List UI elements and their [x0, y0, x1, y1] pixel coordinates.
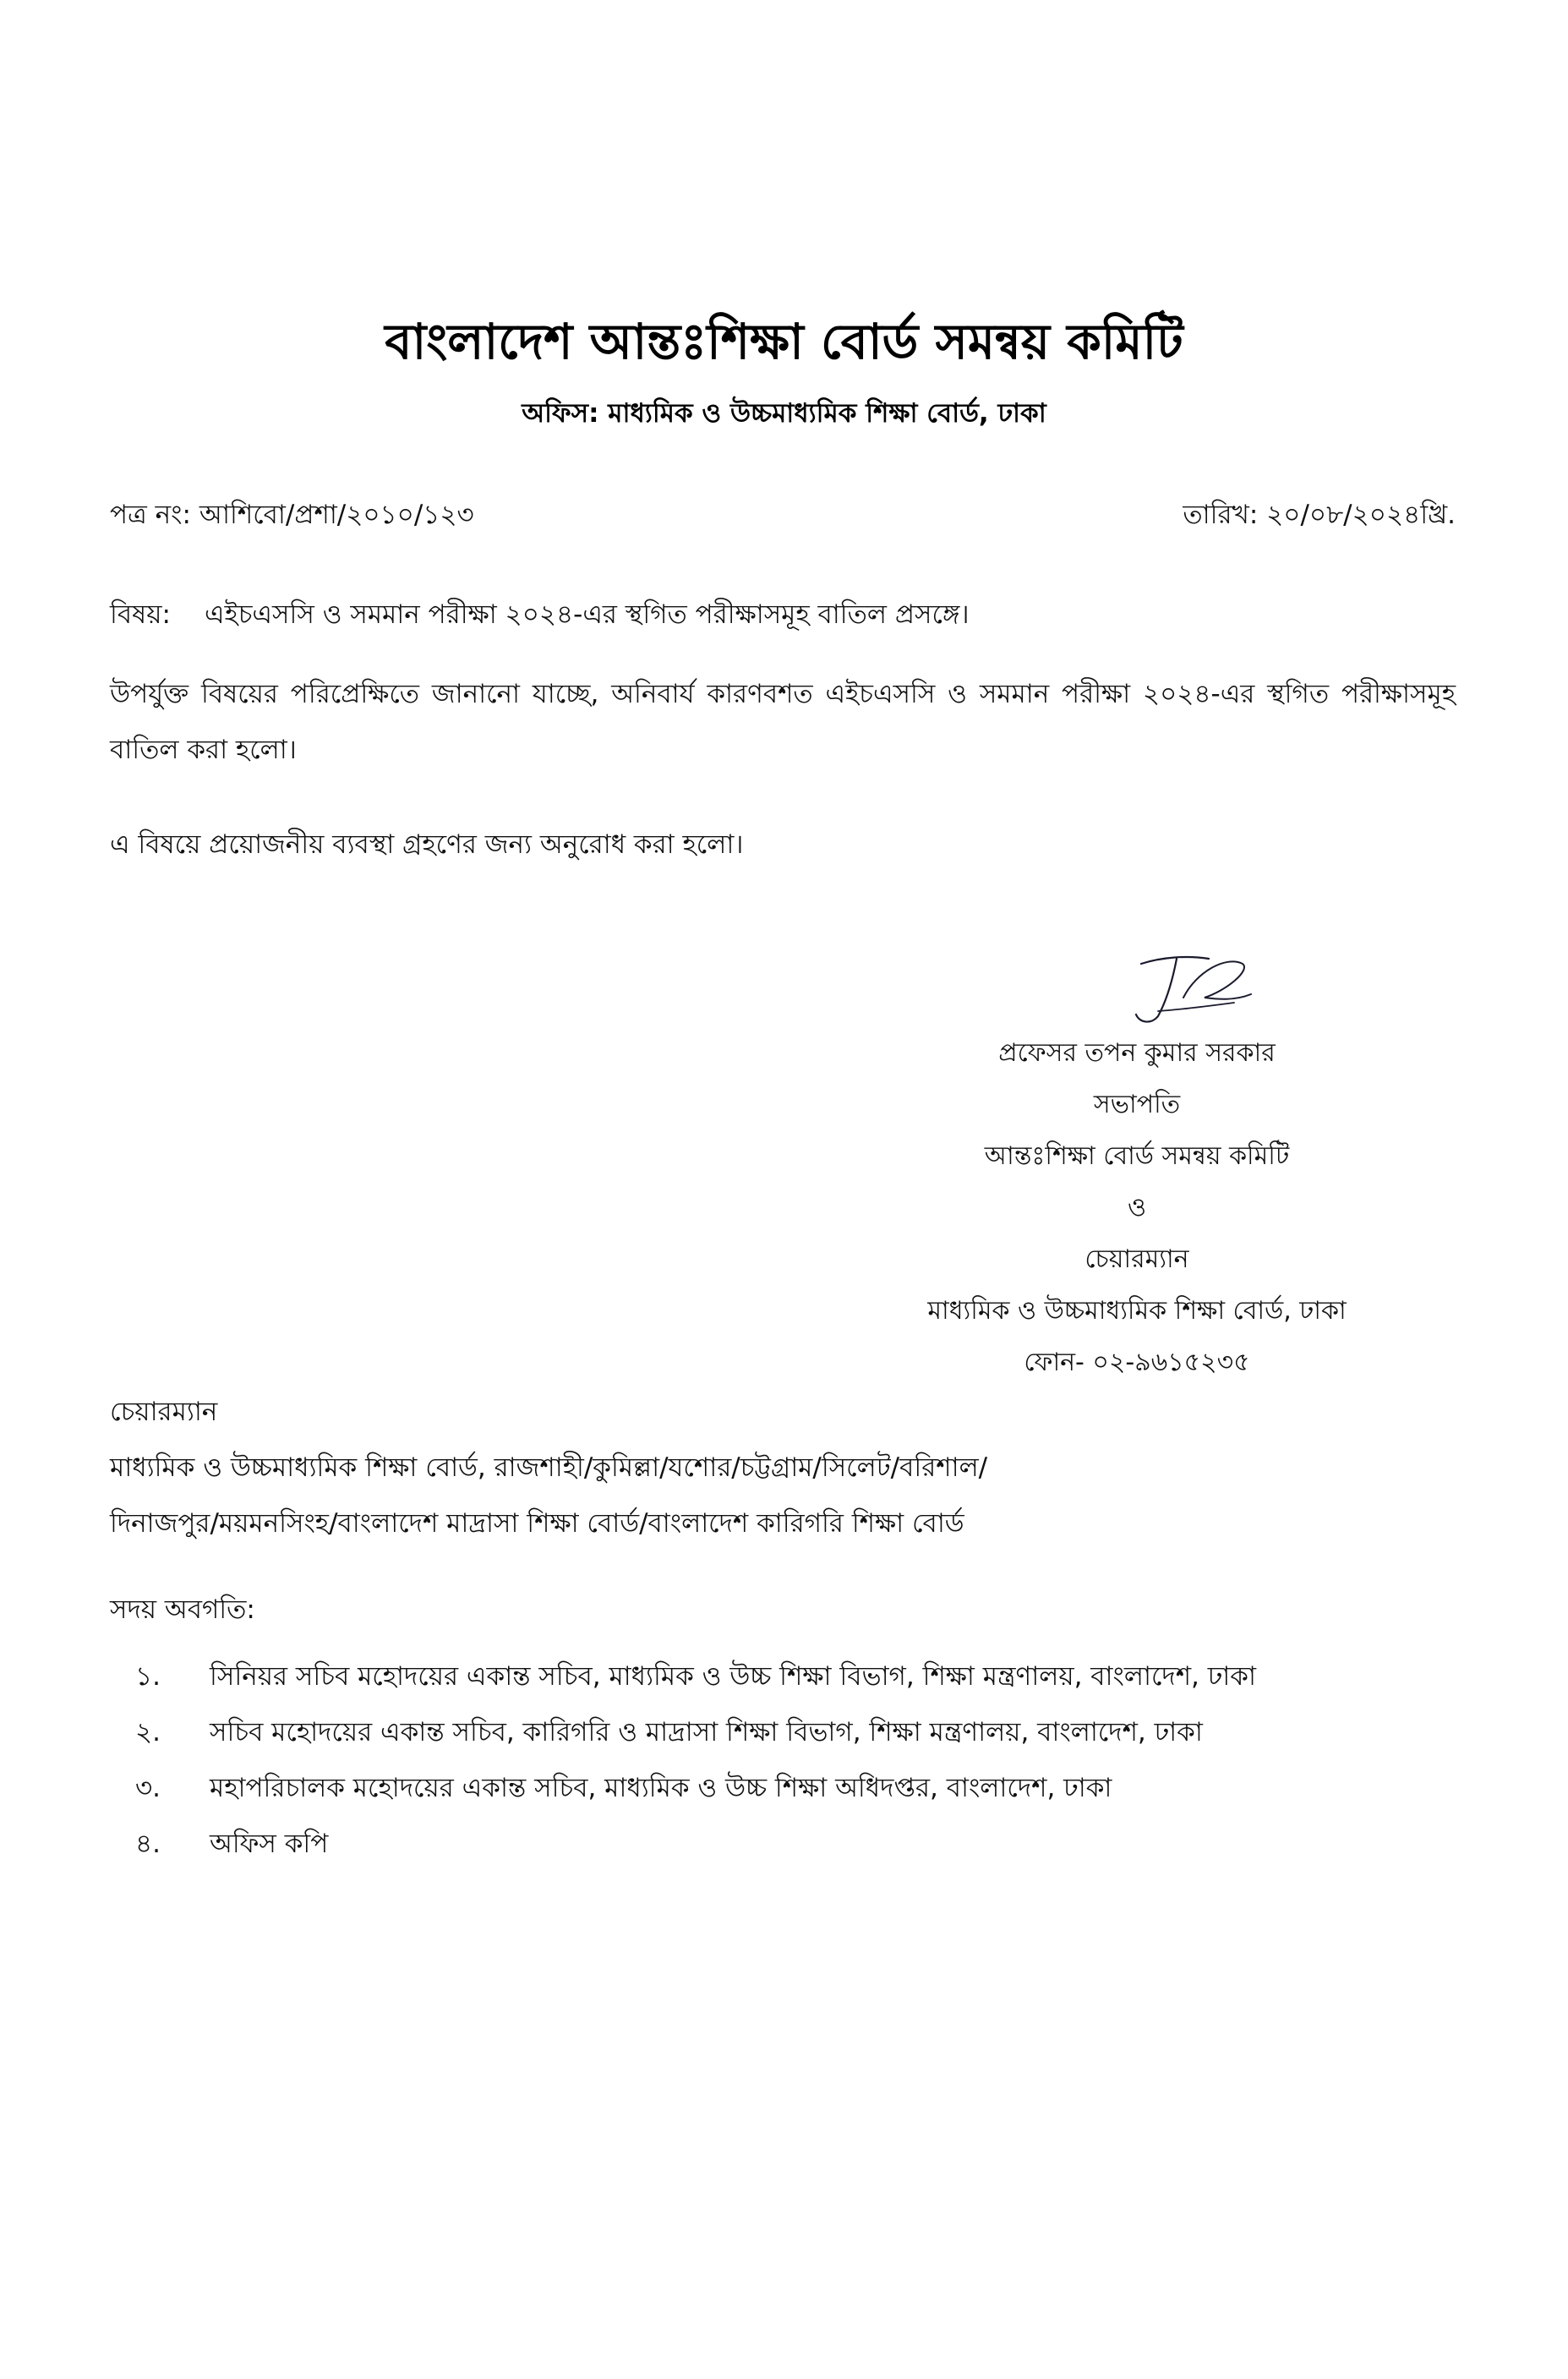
signatory-conjunction: ও [1127, 1193, 1147, 1222]
signatory-block [862, 1027, 1412, 1388]
body-paragraph-1: উপর্যুক্ত বিষয়ের পরিপ্রেক্ষিতে জানানো যাচ্ছে, অনিবার্য কারণবশত এইচএসসি ও সমমান পরীক্ষা ২০২৪-এর স্থগিত পরীক্ষাসমূহ বাতিল করা হলো। [110, 679, 1456, 765]
subject-line [110, 594, 970, 638]
body-paragraph-2: এ বিষয়ে প্রয়োজনীয় ব্যবস্থা গ্রহণের জন্য অনুরোধ করা হলো। [110, 829, 744, 860]
handwritten-signature [1124, 938, 1259, 1031]
list-item-text: মহাপরিচালক মহোদয়ের একান্ত সচিব, মাধ্যমিক ও উচ্চ শিক্ষা অধিদপ্তর, বাংলাদেশ, ঢাকা [210, 1773, 1112, 1803]
list-item-number: ১. [135, 1661, 161, 1692]
document-title: বাংলাদেশ আন্তঃশিক্ষা বোর্ড সমন্বয় কমিটি [385, 313, 1183, 370]
signatory-committee: আন্তঃশিক্ষা বোর্ড সমন্বয় কমিটি [984, 1141, 1290, 1171]
office-subtitle: অফিস: মাধ্যমিক ও উচ্চমাধ্যমিক শিক্ষা বোর্ড, ঢাকা [522, 398, 1046, 429]
signatory-designation: সভাপতি [1093, 1090, 1181, 1119]
signatory-title: চেয়ারম্যান [1084, 1244, 1189, 1274]
list-item [135, 1704, 1256, 1760]
subject-label: বিষয়: [110, 599, 171, 630]
signatory-board: মাধ্যমিক ও উচ্চমাধ্যমিক শিক্ষা বোর্ড, ঢাকা [927, 1296, 1347, 1326]
list-item-number: ৩. [135, 1773, 161, 1803]
copy-to-heading: সদয় অবগতি: [110, 1594, 255, 1625]
signatory-name: প্রফেসর তপন কুমার সরকার [998, 1038, 1276, 1068]
list-item [135, 1760, 1256, 1816]
copy-to-list [135, 1649, 1256, 1872]
list-item-text: সিনিয়র সচিব মহোদয়ের একান্ত সচিব, মাধ্যমিক ও উচ্চ শিক্ষা বিভাগ, শিক্ষা মন্ত্রণালয়, বাংলাদেশ, ঢাকা [210, 1661, 1256, 1692]
recipient-line-2: দিনাজপুর/ময়মনসিংহ/বাংলাদেশ মাদ্রাসা শিক্ষা বোর্ড/বাংলাদেশ কারিগরি শিক্ষা বোর্ড [110, 1508, 964, 1539]
list-item [135, 1649, 1256, 1704]
memo-date: তারিখ: ২০/০৮/২০২৪খ্রি. [1183, 500, 1456, 530]
list-item-text: অফিস কপি [210, 1829, 329, 1859]
signatory-phone: ফোন- ০২-৯৬১৫২৩৫ [1024, 1348, 1250, 1377]
list-item-number: ৪. [135, 1829, 161, 1859]
list-item-text: সচিব মহোদয়ের একান্ত সচিব, কারিগরি ও মাদ্রাসা শিক্ষা বিভাগ, শিক্ষা মন্ত্রণালয়, বাংলাদেশ, ঢাকা [210, 1717, 1203, 1747]
recipients-block [110, 1384, 987, 1551]
list-item [135, 1816, 1256, 1872]
memo-number: পত্র নং: আশিবো/প্রশা/২০১০/১২৩ [110, 500, 474, 530]
recipient-line-1: মাধ্যমিক ও উচ্চমাধ্যমিক শিক্ষা বোর্ড, রাজশাহী/কুমিল্লা/যশোর/চট্টগ্রাম/সিলেট/বরিশাল/ [110, 1452, 988, 1483]
subject-text: এইচএসসি ও সমমান পরীক্ষা ২০২৪-এর স্থগিত পরীক্ষাসমূহ বাতিল প্রসঙ্গে। [205, 599, 970, 630]
list-item-number: ২. [135, 1717, 161, 1747]
recipient-title: চেয়ারম্যান [110, 1397, 218, 1427]
